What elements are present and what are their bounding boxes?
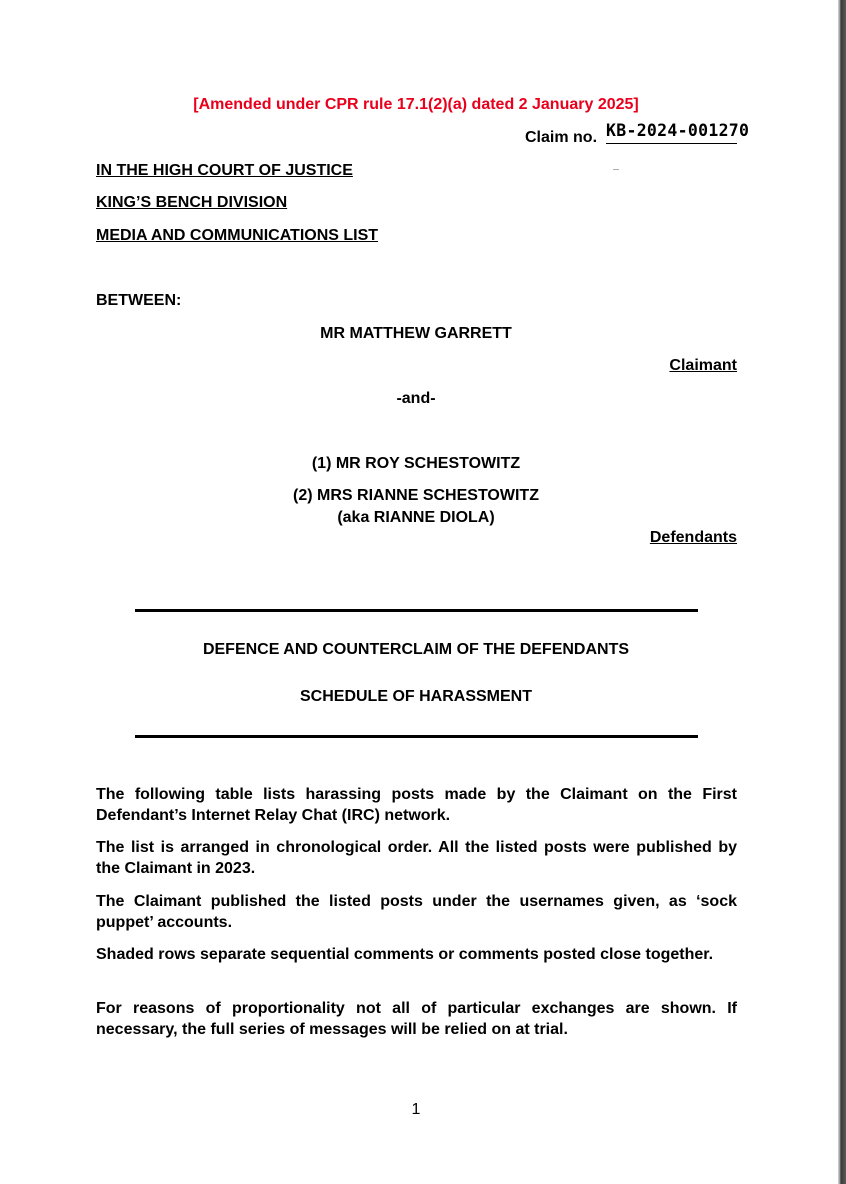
document-title: DEFENCE AND COUNTERCLAIM OF THE DEFENDANTS xyxy=(202,641,630,658)
paragraph-usernames: The Claimant published the listed posts under the usernames given, as ‘sock puppet’ accounts. xyxy=(96,893,737,931)
court-division: KING’S BENCH DIVISION xyxy=(96,194,288,211)
defendants-label: Defendants xyxy=(649,529,737,546)
and-separator: -and- xyxy=(396,390,436,407)
claim-number-label: Claim no. xyxy=(525,129,598,146)
amendment-note: [Amended under CPR rule 17.1(2)(a) dated 2 January 2025] xyxy=(193,96,639,113)
first-defendant-name: (1) MR ROY SCHESTOWITZ xyxy=(311,455,521,472)
paragraph-table-intro: The following table lists harassing posts made by the Claimant on the First Defendant’s Internet Relay Chat (IRC) network. xyxy=(96,786,737,824)
claim-number-value: KB-2024-001270 xyxy=(606,121,737,144)
court-list: MEDIA AND COMMUNICATIONS LIST xyxy=(96,227,379,244)
paragraph-chronology: The list is arranged in chronological order. All the listed posts were published by the Claimant in 2023. xyxy=(96,839,737,877)
paragraph-shaded-rows: Shaded rows separate sequential comments or comments posted close together. xyxy=(96,946,714,963)
court-name: IN THE HIGH COURT OF JUSTICE xyxy=(96,162,353,179)
paragraph-proportionality: For reasons of proportionality not all of particular exchanges are shown. If necessary, the full series of messages will be relied on at trial. xyxy=(96,1000,737,1038)
claimant-name: MR MATTHEW GARRETT xyxy=(320,325,512,342)
stray-mark xyxy=(613,169,619,170)
title-rule-bottom xyxy=(135,735,698,738)
title-rule-top xyxy=(135,609,698,612)
second-defendant-aka: (aka RIANNE DIOLA) xyxy=(337,509,495,526)
page-edge-scrollbar xyxy=(838,0,846,1184)
page-number: 1 xyxy=(411,1101,421,1118)
second-defendant-name: (2) MRS RIANNE SCHESTOWITZ xyxy=(293,487,539,504)
document-subtitle: SCHEDULE OF HARASSMENT xyxy=(299,688,532,705)
claimant-label: Claimant xyxy=(669,357,737,374)
between-heading: BETWEEN: xyxy=(96,292,182,309)
